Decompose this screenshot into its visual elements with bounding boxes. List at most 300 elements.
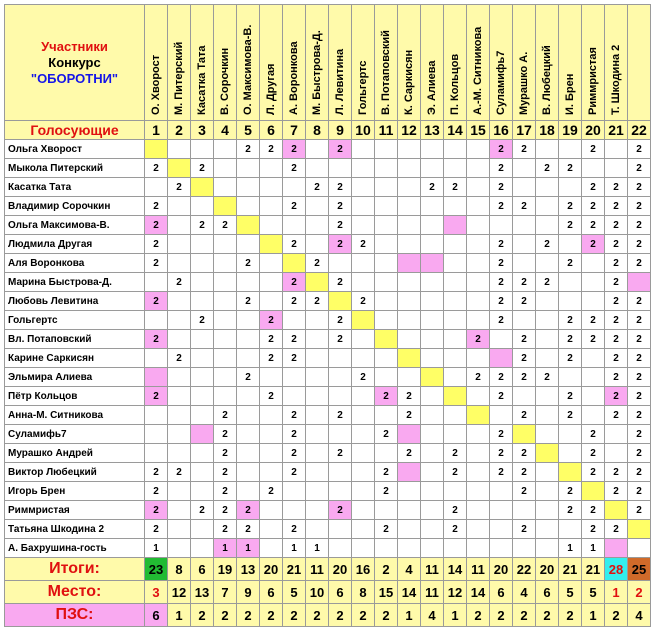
vote-cell: 2 <box>214 482 237 501</box>
participant-header-4 <box>214 5 237 121</box>
vote-cell: 2 <box>283 159 306 178</box>
vote-cell <box>375 539 398 558</box>
vote-cell <box>582 482 605 501</box>
vote-cell: 2 <box>168 178 191 197</box>
voter-name: Риммристая <box>5 501 145 520</box>
vote-cell <box>605 539 628 558</box>
participant-header-21 <box>605 5 628 121</box>
vote-cell <box>329 159 352 178</box>
vote-cell <box>237 178 260 197</box>
vote-cell <box>467 425 490 444</box>
vote-cell <box>444 197 467 216</box>
participant-header-1 <box>145 5 168 121</box>
vote-cell: 2 <box>582 216 605 235</box>
totals-row-value: 21 <box>559 558 582 581</box>
voting-table <box>4 4 651 627</box>
voter-number-17: 17 <box>513 121 536 140</box>
vote-cell <box>398 330 421 349</box>
vote-cell: 2 <box>237 292 260 311</box>
contest-name: "ОБОРОТНИ" <box>30 70 119 86</box>
table-row <box>5 444 651 463</box>
table-title-cell <box>5 5 145 121</box>
vote-cell <box>490 539 513 558</box>
vote-cell: 2 <box>191 501 214 520</box>
vote-cell <box>375 330 398 349</box>
voter-name: Игорь Брен <box>5 482 145 501</box>
table-row <box>5 330 651 349</box>
vote-cell <box>306 387 329 406</box>
pzs-row-value: 6 <box>145 604 168 627</box>
table-row <box>5 216 651 235</box>
table-row <box>5 368 651 387</box>
vote-cell <box>467 482 490 501</box>
vote-cell <box>329 349 352 368</box>
vote-cell <box>237 330 260 349</box>
place-row-value: 15 <box>375 581 398 604</box>
vote-cell <box>444 482 467 501</box>
pzs-row-value: 2 <box>237 604 260 627</box>
vote-cell <box>283 501 306 520</box>
vote-cell: 2 <box>352 235 375 254</box>
vote-cell <box>306 463 329 482</box>
participant-name: Риммристая <box>587 47 599 115</box>
vote-cell <box>398 216 421 235</box>
vote-cell: 2 <box>306 292 329 311</box>
vote-cell <box>375 216 398 235</box>
voter-name: Анна-М. Ситникова <box>5 406 145 425</box>
vote-cell: 2 <box>559 501 582 520</box>
vote-cell: 2 <box>237 368 260 387</box>
vote-cell: 2 <box>559 197 582 216</box>
pzs-row <box>5 604 651 627</box>
vote-cell: 2 <box>283 463 306 482</box>
vote-cell <box>352 311 375 330</box>
vote-cell <box>306 159 329 178</box>
vote-cell: 2 <box>191 216 214 235</box>
vote-cell <box>375 273 398 292</box>
vote-cell <box>559 425 582 444</box>
participant-header-15 <box>467 5 490 121</box>
vote-cell: 2 <box>559 254 582 273</box>
participant-header-5 <box>237 5 260 121</box>
vote-cell <box>421 425 444 444</box>
vote-cell: 2 <box>283 349 306 368</box>
vote-cell <box>352 406 375 425</box>
vote-cell: 2 <box>283 520 306 539</box>
vote-cell: 2 <box>605 178 628 197</box>
vote-cell: 2 <box>513 444 536 463</box>
vote-cell: 1 <box>582 539 605 558</box>
participant-header-19 <box>559 5 582 121</box>
vote-cell: 2 <box>559 349 582 368</box>
vote-cell <box>329 425 352 444</box>
participant-name: Э. Алиева <box>426 60 438 115</box>
vote-cell: 2 <box>490 235 513 254</box>
participant-name: Гольгертс <box>357 60 369 115</box>
vote-cell: 2 <box>145 197 168 216</box>
vote-cell <box>375 311 398 330</box>
vote-cell: 2 <box>513 463 536 482</box>
voter-name: Пётр Кольцов <box>5 387 145 406</box>
pzs-row-value: 2 <box>352 604 375 627</box>
voter-name: Карине Саркисян <box>5 349 145 368</box>
vote-cell: 2 <box>467 330 490 349</box>
participant-name: Суламифь7 <box>495 50 507 115</box>
pzs-row-label: ПЗС: <box>5 604 145 627</box>
vote-cell: 2 <box>628 406 651 425</box>
vote-cell <box>306 349 329 368</box>
place-row-value: 13 <box>191 581 214 604</box>
table-row <box>5 311 651 330</box>
vote-cell <box>582 349 605 368</box>
vote-cell: 2 <box>168 273 191 292</box>
vote-cell <box>582 273 605 292</box>
vote-cell <box>559 444 582 463</box>
vote-cell <box>398 482 421 501</box>
vote-cell <box>467 235 490 254</box>
vote-cell <box>421 482 444 501</box>
vote-cell: 2 <box>191 159 214 178</box>
vote-cell: 2 <box>283 197 306 216</box>
voter-number-22: 22 <box>628 121 651 140</box>
vote-cell: 2 <box>375 520 398 539</box>
pzs-row-value: 1 <box>168 604 191 627</box>
vote-cell: 1 <box>559 539 582 558</box>
vote-cell: 2 <box>559 330 582 349</box>
vote-cell <box>260 216 283 235</box>
vote-cell <box>260 425 283 444</box>
vote-cell: 1 <box>237 539 260 558</box>
vote-cell <box>490 349 513 368</box>
vote-cell <box>421 387 444 406</box>
vote-cell <box>375 254 398 273</box>
vote-cell <box>559 463 582 482</box>
vote-cell <box>168 292 191 311</box>
vote-cell <box>513 425 536 444</box>
vote-cell <box>398 140 421 159</box>
vote-cell <box>421 216 444 235</box>
vote-cell <box>191 273 214 292</box>
participant-name: М. Питерский <box>173 41 185 115</box>
place-row <box>5 581 651 604</box>
pzs-row-value: 1 <box>444 604 467 627</box>
vote-cell <box>467 539 490 558</box>
vote-cell <box>375 235 398 254</box>
vote-cell <box>467 463 490 482</box>
vote-cell: 1 <box>283 539 306 558</box>
vote-cell <box>237 425 260 444</box>
voter-number-5: 5 <box>237 121 260 140</box>
vote-cell: 2 <box>628 216 651 235</box>
vote-cell <box>191 425 214 444</box>
vote-cell: 2 <box>145 387 168 406</box>
vote-cell <box>260 463 283 482</box>
vote-cell <box>444 235 467 254</box>
vote-cell <box>467 216 490 235</box>
vote-cell: 2 <box>628 235 651 254</box>
vote-cell: 2 <box>605 273 628 292</box>
vote-cell <box>260 444 283 463</box>
vote-cell <box>191 140 214 159</box>
place-row-value: 12 <box>168 581 191 604</box>
participant-name: Мурашко А. <box>518 51 530 115</box>
vote-cell <box>329 254 352 273</box>
voter-name: Виктор Любецкий <box>5 463 145 482</box>
voters-number-row <box>5 121 651 140</box>
vote-cell <box>398 178 421 197</box>
vote-cell: 2 <box>444 501 467 520</box>
vote-cell: 2 <box>513 273 536 292</box>
vote-cell <box>306 501 329 520</box>
vote-cell <box>375 406 398 425</box>
voter-number-8: 8 <box>306 121 329 140</box>
vote-cell: 2 <box>398 444 421 463</box>
table-row <box>5 159 651 178</box>
vote-cell <box>398 254 421 273</box>
vote-cell: 2 <box>214 444 237 463</box>
voter-name: Мыкола Питерский <box>5 159 145 178</box>
vote-cell: 2 <box>582 178 605 197</box>
voter-name: Вл. Потаповский <box>5 330 145 349</box>
vote-cell <box>467 311 490 330</box>
table-row <box>5 463 651 482</box>
vote-cell: 2 <box>329 444 352 463</box>
place-row-value: 1 <box>605 581 628 604</box>
vote-cell: 2 <box>352 368 375 387</box>
vote-cell: 2 <box>490 159 513 178</box>
vote-cell <box>490 482 513 501</box>
vote-cell: 2 <box>513 197 536 216</box>
place-row-value: 5 <box>582 581 605 604</box>
vote-cell: 2 <box>260 330 283 349</box>
vote-cell: 2 <box>490 444 513 463</box>
participant-header-2 <box>168 5 191 121</box>
vote-cell <box>352 216 375 235</box>
pzs-row-value: 1 <box>582 604 605 627</box>
vote-cell <box>605 444 628 463</box>
vote-cell <box>536 444 559 463</box>
participant-header-7 <box>283 5 306 121</box>
vote-cell <box>398 425 421 444</box>
table-row <box>5 387 651 406</box>
vote-cell: 2 <box>628 349 651 368</box>
vote-cell: 2 <box>628 425 651 444</box>
vote-cell <box>444 406 467 425</box>
vote-cell <box>375 368 398 387</box>
vote-cell: 2 <box>444 463 467 482</box>
table-row <box>5 235 651 254</box>
vote-cell: 2 <box>582 311 605 330</box>
participant-name: И. Брен <box>564 73 576 115</box>
place-row-value: 14 <box>467 581 490 604</box>
voter-name: Аля Воронкова <box>5 254 145 273</box>
voter-number-7: 7 <box>283 121 306 140</box>
vote-cell: 2 <box>329 178 352 197</box>
vote-cell <box>490 406 513 425</box>
vote-cell: 2 <box>375 425 398 444</box>
vote-cell: 2 <box>145 482 168 501</box>
voter-name: Ольга Хворост <box>5 140 145 159</box>
vote-cell: 2 <box>605 330 628 349</box>
vote-cell <box>329 520 352 539</box>
vote-cell: 2 <box>168 463 191 482</box>
vote-cell <box>582 406 605 425</box>
vote-cell <box>421 406 444 425</box>
vote-cell: 2 <box>283 140 306 159</box>
vote-cell <box>283 368 306 387</box>
vote-cell <box>536 349 559 368</box>
vote-cell <box>191 254 214 273</box>
vote-cell: 2 <box>237 254 260 273</box>
totals-row-value: 6 <box>191 558 214 581</box>
vote-cell: 2 <box>214 216 237 235</box>
contest-label: Конкурс <box>48 54 101 70</box>
vote-cell: 2 <box>605 463 628 482</box>
totals-row-value: 4 <box>398 558 421 581</box>
vote-cell <box>191 292 214 311</box>
vote-cell <box>352 159 375 178</box>
vote-cell <box>536 197 559 216</box>
vote-cell <box>214 273 237 292</box>
vote-cell <box>237 482 260 501</box>
vote-cell: 2 <box>375 482 398 501</box>
vote-cell <box>375 197 398 216</box>
vote-cell: 2 <box>559 159 582 178</box>
vote-cell <box>536 482 559 501</box>
table-row <box>5 197 651 216</box>
vote-cell: 2 <box>260 311 283 330</box>
totals-row-value: 11 <box>306 558 329 581</box>
vote-cell <box>306 520 329 539</box>
vote-cell: 2 <box>559 406 582 425</box>
vote-cell <box>168 444 191 463</box>
vote-cell <box>352 349 375 368</box>
voter-number-21: 21 <box>605 121 628 140</box>
vote-cell: 2 <box>559 482 582 501</box>
vote-cell: 2 <box>283 330 306 349</box>
participant-header-17 <box>513 5 536 121</box>
vote-cell: 2 <box>260 387 283 406</box>
vote-cell: 2 <box>214 463 237 482</box>
place-row-value: 8 <box>352 581 375 604</box>
vote-cell: 2 <box>398 387 421 406</box>
vote-cell: 2 <box>444 178 467 197</box>
vote-cell <box>513 311 536 330</box>
vote-cell <box>513 159 536 178</box>
participant-header-3 <box>191 5 214 121</box>
participant-name: Касатка Тата <box>196 45 208 115</box>
vote-cell: 2 <box>329 216 352 235</box>
vote-cell <box>444 292 467 311</box>
vote-cell <box>306 235 329 254</box>
vote-cell <box>352 387 375 406</box>
place-row-value: 3 <box>145 581 168 604</box>
vote-cell: 2 <box>237 501 260 520</box>
vote-cell <box>605 159 628 178</box>
vote-cell: 2 <box>513 406 536 425</box>
vote-cell: 2 <box>329 501 352 520</box>
vote-cell: 2 <box>582 140 605 159</box>
vote-cell <box>513 387 536 406</box>
vote-cell <box>559 140 582 159</box>
vote-cell <box>421 273 444 292</box>
place-row-value: 5 <box>559 581 582 604</box>
vote-cell <box>168 368 191 387</box>
vote-cell <box>306 273 329 292</box>
vote-cell: 2 <box>582 444 605 463</box>
table-row <box>5 273 651 292</box>
vote-cell: 2 <box>536 159 559 178</box>
voter-name: Владимир Сорочкин <box>5 197 145 216</box>
vote-cell <box>168 482 191 501</box>
vote-cell <box>628 520 651 539</box>
vote-cell <box>467 292 490 311</box>
vote-cell <box>145 273 168 292</box>
vote-cell: 2 <box>513 292 536 311</box>
vote-cell <box>421 140 444 159</box>
vote-cell <box>444 349 467 368</box>
vote-cell <box>490 520 513 539</box>
vote-cell: 2 <box>582 197 605 216</box>
vote-cell: 2 <box>444 444 467 463</box>
place-row-value: 2 <box>628 581 651 604</box>
vote-cell: 2 <box>306 178 329 197</box>
vote-cell: 2 <box>260 482 283 501</box>
vote-cell: 2 <box>490 197 513 216</box>
vote-cell <box>168 501 191 520</box>
vote-cell <box>421 330 444 349</box>
vote-cell <box>536 178 559 197</box>
vote-cell <box>628 539 651 558</box>
vote-cell <box>329 539 352 558</box>
vote-cell <box>145 140 168 159</box>
vote-cell <box>191 406 214 425</box>
totals-row-value: 19 <box>214 558 237 581</box>
totals-row-value: 11 <box>421 558 444 581</box>
vote-cell <box>306 425 329 444</box>
vote-cell: 2 <box>628 368 651 387</box>
vote-cell: 2 <box>352 292 375 311</box>
vote-cell: 2 <box>628 311 651 330</box>
vote-cell <box>444 216 467 235</box>
vote-cell <box>421 311 444 330</box>
vote-cell: 2 <box>513 330 536 349</box>
participant-header-18 <box>536 5 559 121</box>
vote-cell <box>536 463 559 482</box>
voter-name: Суламифь7 <box>5 425 145 444</box>
vote-cell <box>398 463 421 482</box>
voter-name: Гольгертс <box>5 311 145 330</box>
vote-cell <box>398 197 421 216</box>
vote-cell <box>191 235 214 254</box>
vote-cell <box>490 216 513 235</box>
vote-cell <box>168 539 191 558</box>
vote-cell <box>398 368 421 387</box>
vote-cell <box>536 216 559 235</box>
table-row <box>5 425 651 444</box>
vote-cell <box>260 368 283 387</box>
vote-cell: 2 <box>628 387 651 406</box>
participant-header-14 <box>444 5 467 121</box>
participants-heading: Участники <box>41 38 108 54</box>
vote-cell: 2 <box>582 330 605 349</box>
pzs-row-value: 2 <box>559 604 582 627</box>
vote-cell <box>536 520 559 539</box>
totals-row-value: 13 <box>237 558 260 581</box>
participant-name: В. Сорочкин <box>219 47 231 115</box>
vote-cell <box>398 235 421 254</box>
vote-cell <box>467 387 490 406</box>
